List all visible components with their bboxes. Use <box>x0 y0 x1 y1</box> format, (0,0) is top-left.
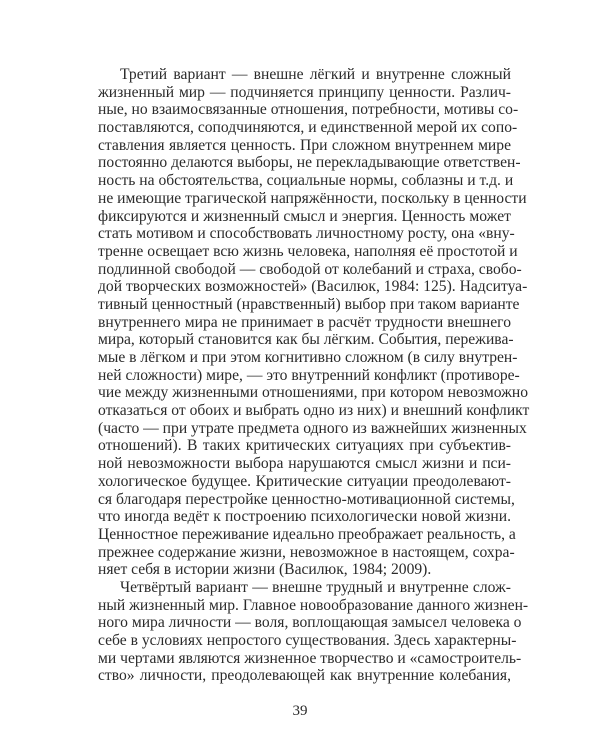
page-number: 39 <box>292 703 308 719</box>
text-line: ство» личности, преодолевающей как внутренние колебания, <box>98 667 511 685</box>
text-line: мые в лёгком и при этом когнитивно сложном (в силу внутрен- <box>98 349 518 366</box>
text-line: ней сложности) мире, — это внутренний конфликт (противоре- <box>98 366 520 384</box>
text-line: ность на обстоятельства, социальные нормы, соблазны и т.д. и <box>98 172 514 190</box>
text-line: ми чертами являются жизненное творчество и «самостроитель- <box>98 649 522 667</box>
text-line: фиксируются и жизненный смысл и энергия. Ценность может <box>98 207 511 225</box>
text-line: няет себя в истории жизни (Василюк, 1984; 2009). <box>98 561 432 579</box>
text-line: Третий вариант — внешне лёгкий и внутренне сложный <box>120 66 511 83</box>
text-line: стать мотивом и способствовать личностному росту, она «вну- <box>98 225 515 243</box>
text-line: отказаться от обоих и выбрать одно из них) и внешний конфликт <box>98 402 530 420</box>
text-line: себе в условиях непростого существования. Здесь характерны- <box>98 632 517 649</box>
text-line: Ценностное переживание идеально преображает реальность, а <box>98 525 516 543</box>
text-line: ся благодаря перестройке ценностно-мотивационной системы, <box>98 490 515 508</box>
text-line: постоянно делаются выборы, не перекладывающие ответствен- <box>98 154 521 172</box>
page-body <box>98 66 530 685</box>
text-line: мира, который становится как бы лёгким. События, пережива- <box>98 331 514 349</box>
text-line: внутреннего мира не принимает в расчёт трудности внешнего <box>98 313 511 331</box>
text-line: ной невозможности выбора нарушаются смысл жизни и пси- <box>98 455 511 473</box>
text-line: тренне освещает всю жизнь человека, наполняя её простотой и <box>98 242 518 260</box>
text-line: чие между жизненными отношениями, при котором невозможно <box>98 384 529 402</box>
text-line: не имеющие трагической напряжённости, поскольку в ценности <box>98 189 527 207</box>
text-line: хологическое будущее. Критические ситуации преодолевают- <box>98 472 511 490</box>
text-line: отношений). В таких критических ситуациях при субъектив- <box>98 437 511 455</box>
text-line: ный жизненный мир. Главное новообразование данного жизнен- <box>98 596 529 614</box>
paragraph <box>98 578 529 685</box>
text-line: поставляются, соподчиняются, и единственной мерой их сопо- <box>98 119 518 137</box>
text-line: ставления является ценность. При сложном внутреннем мире <box>98 136 511 154</box>
text-line: прежнее содержание жизни, невозможное в настоящем, сохра- <box>98 543 515 561</box>
paragraph <box>98 66 530 579</box>
text-line: тивный ценностный (нравственный) выбор при таком варианте <box>98 295 520 313</box>
text-line: что иногда ведёт к построению психологически новой жизни. <box>98 508 511 526</box>
text-line: жизненный мир — подчиняется принципу ценности. Различ- <box>98 83 511 101</box>
text-line: ного мира личности — воля, воплощающая замысел человека о <box>98 614 522 632</box>
text-line: Четвёртый вариант — внешне трудный и внутренне слож- <box>120 578 511 596</box>
text-line: подлинной свободой — свободой от колебаний и страха, свобо- <box>98 260 522 278</box>
text-line: дой творческих возможностей» (Василюк, 1984: 125). Надситуа- <box>98 278 528 296</box>
text-line: (часто — при утрате предмета одного из важнейших жизненных <box>98 419 527 437</box>
text-line: ные, но взаимосвязанные отношения, потребности, мотивы со- <box>98 101 519 119</box>
